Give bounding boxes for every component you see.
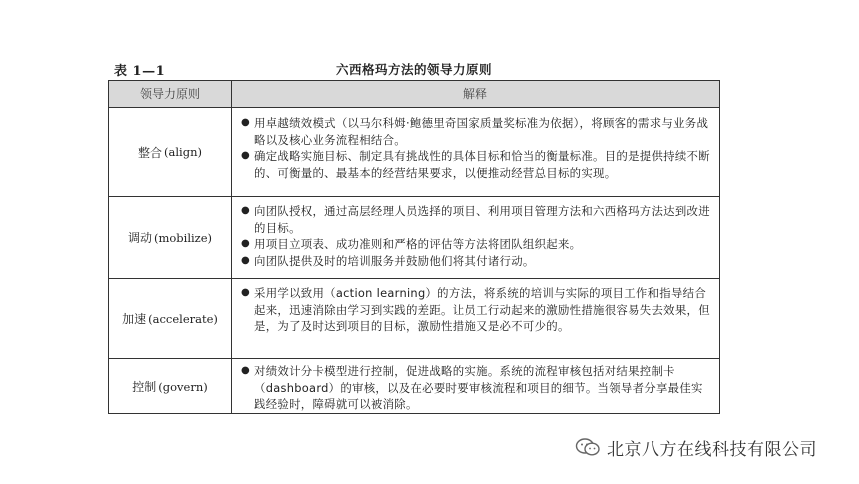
- wechat-official-account-icon: [575, 437, 601, 457]
- explanation-list: [241, 203, 711, 269]
- explanation-list: [241, 285, 711, 335]
- table-header: [109, 81, 719, 108]
- table-caption: [108, 58, 720, 78]
- principle-en: (mobilize): [153, 230, 213, 245]
- principle-cell: [109, 359, 231, 414]
- explanation-text: 对绩效计分卡模型进行控制，促进战略的实施。系统的流程审核包括对结果控制卡（dashboard）的审核，以及在必要时要审核流程和项目的细节。当领导者分享最佳实践经验时，障碍就可以被消除。: [254, 364, 703, 411]
- principle-en: (align): [164, 145, 202, 159]
- bullet-icon: ●: [241, 365, 251, 376]
- principle-cn: 控制: [132, 380, 157, 394]
- bullet-icon: ●: [241, 117, 251, 128]
- principle-cell: [109, 279, 231, 358]
- table-row: [109, 196, 719, 278]
- principle-cell: [109, 197, 231, 278]
- table-row: [109, 108, 719, 196]
- explanation-text: 采用学以致用（action learning）的方法，将系统的培训与实际的项目工作和指导结合起来，迅速消除由学习到实践的差距。让员工行动起来的激励性措施很容易失去效果，但是，为了及时达到项目的目标，激励性措施又是必不可少的。: [254, 286, 710, 333]
- table-row: [109, 278, 719, 358]
- list-item: [241, 236, 711, 253]
- list-item: [241, 285, 711, 335]
- column-divider: [231, 81, 232, 413]
- explanation-text: 确定战略实施目标、制定具有挑战性的具体目标和恰当的衡量标准。目的是提供持续不断的、可衡量的、最基本的经营结果要求，以便推动经营总目标的实现。: [254, 149, 710, 180]
- explanation-text: 用卓越绩效模式（以马尔科姆·鲍德里奇国家质量奖标准为依据），将顾客的需求与业务战略以及核心业务流程相结合。: [254, 116, 709, 147]
- explanation-list: [241, 363, 711, 413]
- bullet-icon: ●: [241, 205, 251, 216]
- table-number: 表 1—1: [114, 64, 166, 79]
- explanation-text: 用项目立项表、成功准则和严格的评估等方法将团队组织起来。: [254, 237, 582, 251]
- principle-cn: 加速: [122, 312, 147, 326]
- list-item: [241, 363, 711, 413]
- bullet-icon: ●: [241, 150, 251, 161]
- explanation-list: [241, 115, 711, 181]
- bullet-icon: ●: [241, 287, 251, 298]
- list-item: [241, 148, 711, 181]
- list-item: [241, 253, 711, 270]
- header-explanation: 解释: [462, 87, 487, 101]
- principle-cn: 调动: [127, 231, 152, 245]
- explanation-text: 向团队提供及时的培训服务并鼓励他们将其付诸行动。: [254, 253, 535, 268]
- header-principle: 领导力原则: [139, 87, 200, 101]
- principle-cell: [109, 108, 231, 196]
- list-item: [241, 203, 711, 236]
- principle-en: (govern): [158, 379, 208, 394]
- watermark: [575, 436, 817, 458]
- table-title: 六西格玛方法的领导力原则: [335, 62, 492, 77]
- explanation-text: 向团队授权，通过高层经理人员选择的项目、利用项目管理方法和六西格玛方法达到改进的目标。: [254, 204, 710, 235]
- watermark-text: 北京八方在线科技有限公司: [607, 439, 817, 460]
- table-row: [109, 358, 719, 414]
- list-item: [241, 115, 711, 148]
- principle-cn: 整合: [138, 145, 163, 160]
- leadership-principles-table: [108, 80, 720, 414]
- bullet-icon: ●: [241, 254, 251, 266]
- principle-en: (accelerate): [148, 311, 218, 326]
- bullet-icon: ●: [241, 238, 251, 249]
